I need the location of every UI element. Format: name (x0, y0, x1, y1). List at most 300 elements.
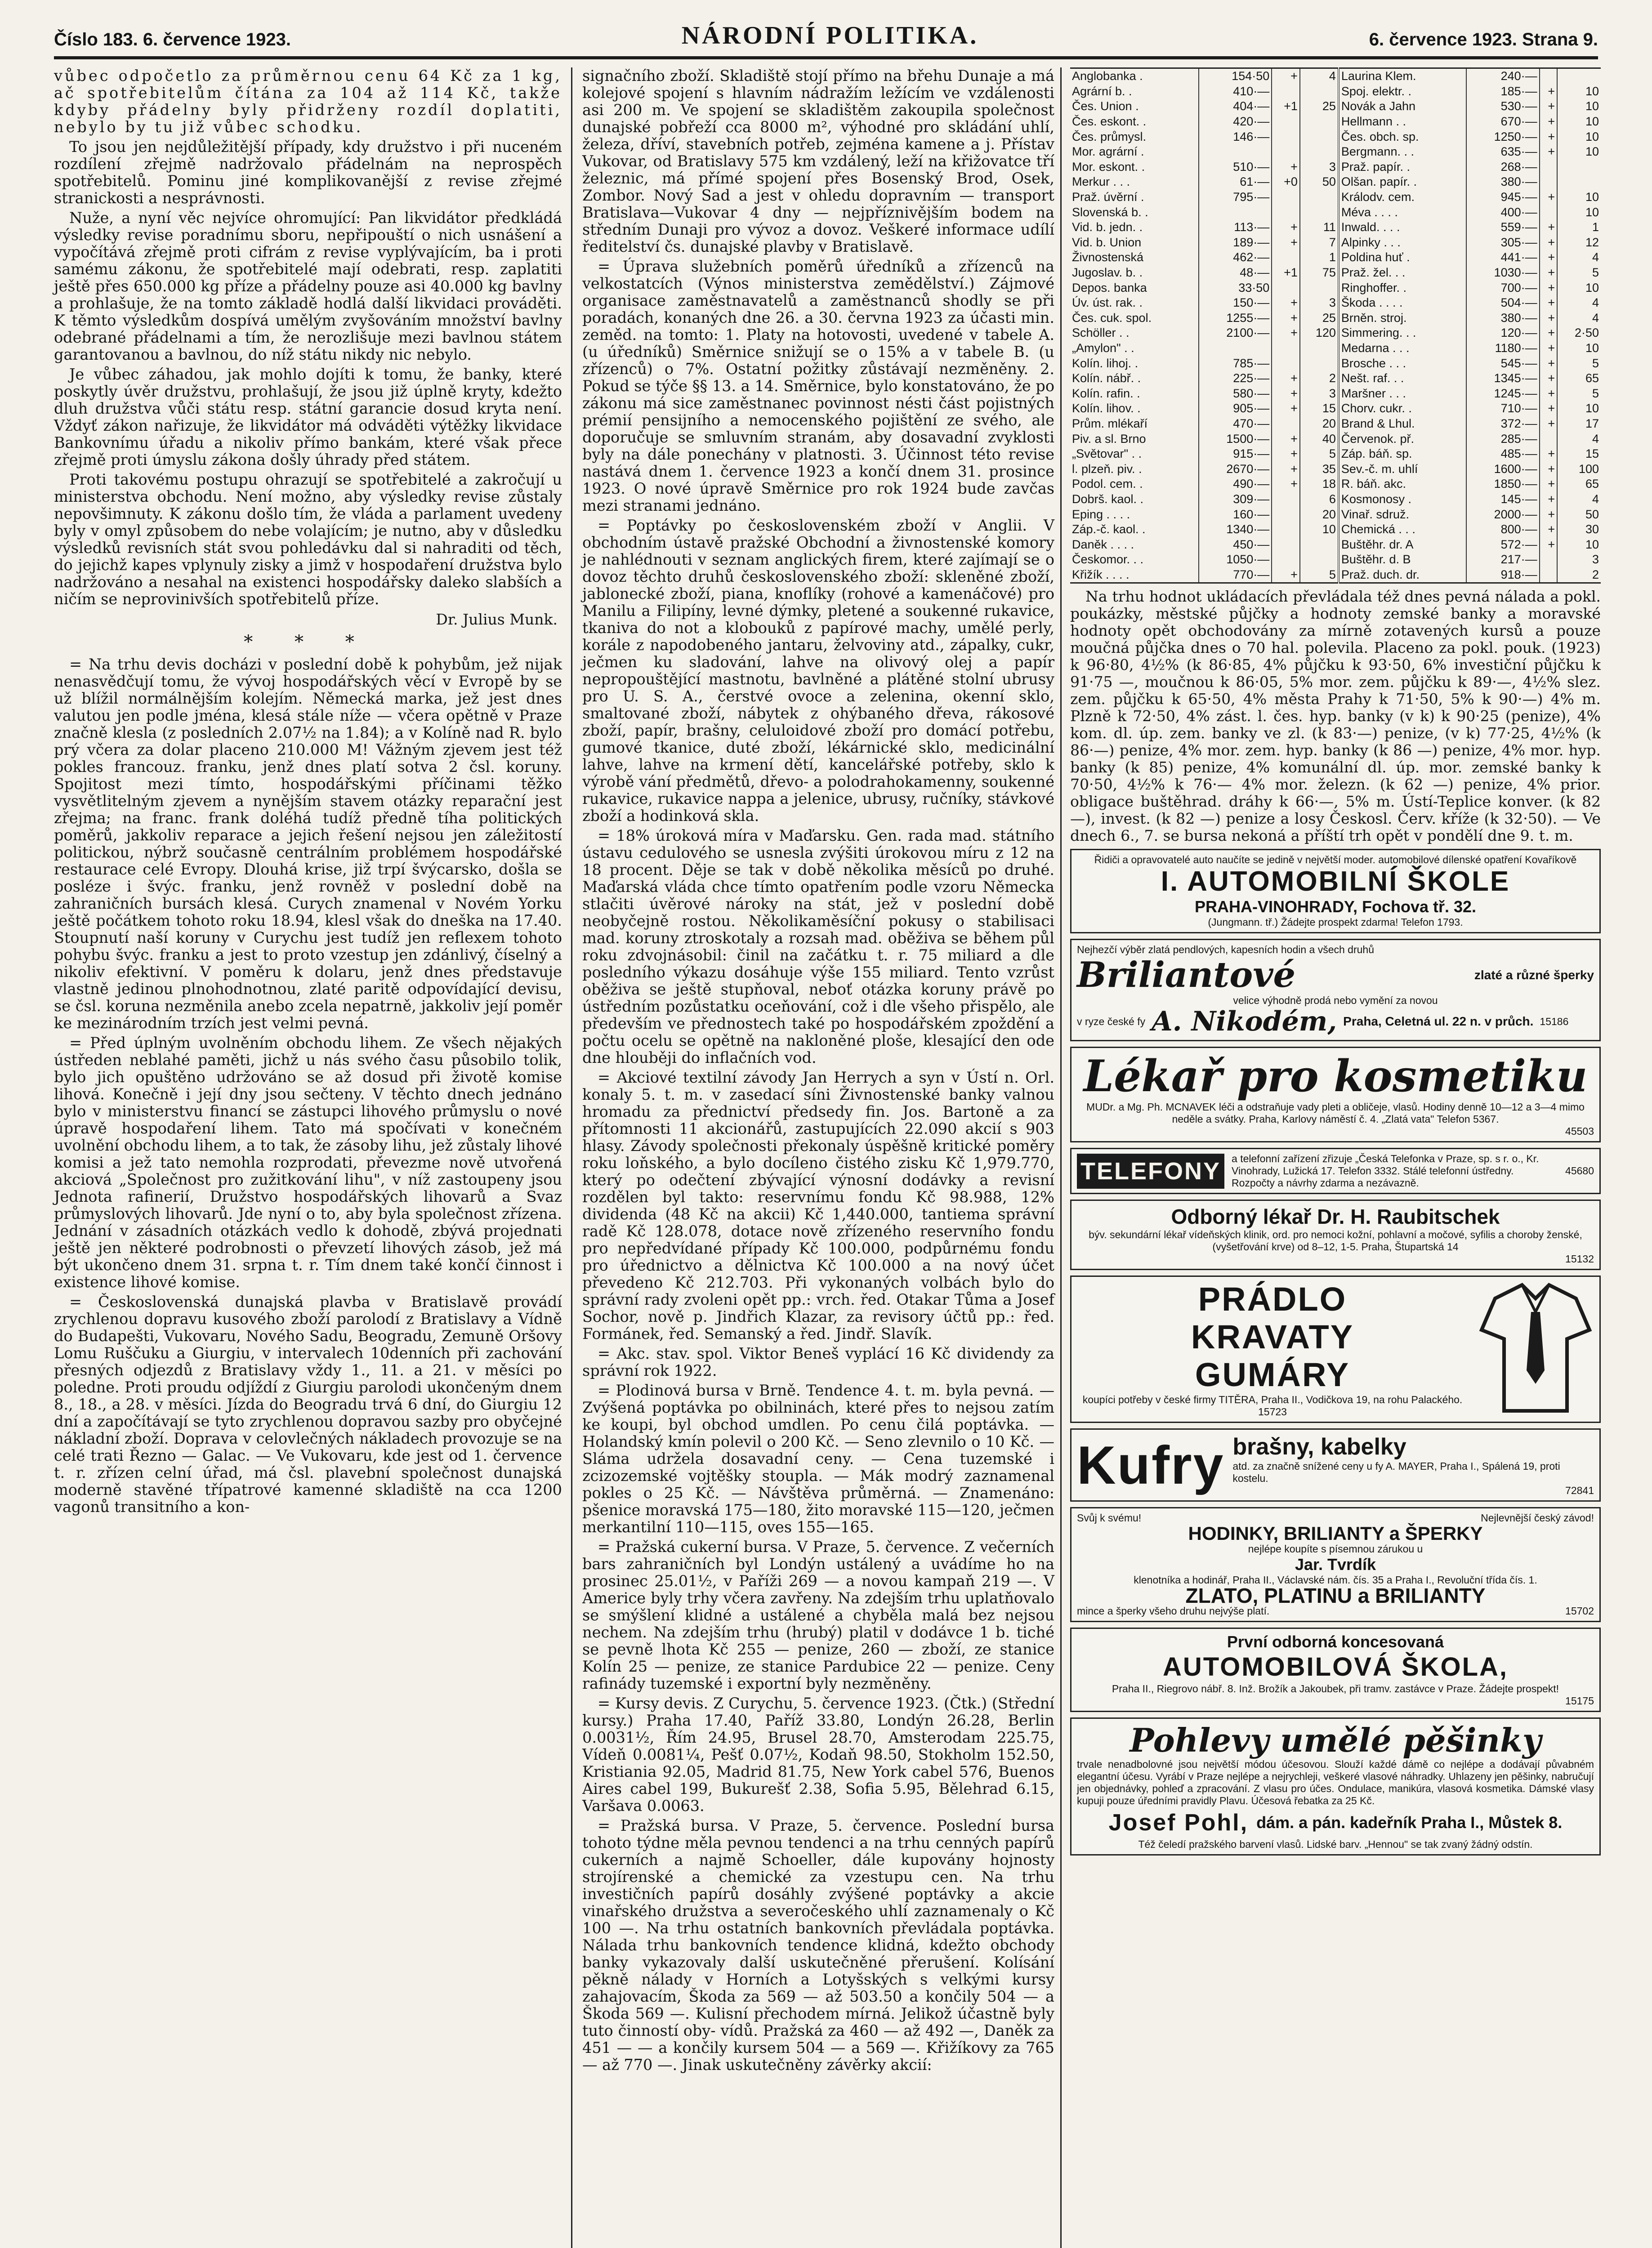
stock-value: + (1272, 160, 1300, 175)
ad-headline: GUMÁRY (1195, 1356, 1350, 1394)
stock-value (1300, 280, 1339, 295)
stock-value: 10 (1585, 129, 1599, 143)
stock-row (1070, 295, 1601, 311)
stock-value: 10 (1300, 522, 1339, 537)
stock-value: + (1272, 371, 1300, 386)
stock-value (1300, 114, 1339, 129)
stock-name: Úv. úst. rak. . (1070, 295, 1199, 311)
stock-row (1070, 144, 1601, 160)
stock-value: 50 (1300, 174, 1339, 190)
ad-headline: HODINKY, BRILIANTY a ŠPERKY (1188, 1523, 1483, 1544)
ad-headline: ZLATO, PLATINU a BRILIANTY (1185, 1584, 1486, 1608)
stock-value (1272, 341, 1300, 356)
ad-text: koupíci potřeby v české firmy TITĚRA, Praha II., Vodičkova 19, na rohu Palackého. (1082, 1394, 1463, 1406)
stock-value (1199, 205, 1272, 220)
ad-kufry (1070, 1428, 1601, 1502)
stock-value: 5 (1592, 386, 1599, 400)
stock-row (1070, 401, 1601, 416)
stock-value: 120 (1300, 326, 1339, 341)
stock-value: 65 (1585, 477, 1599, 491)
stock-value: 795·— (1199, 190, 1272, 205)
stock-value (1300, 129, 1339, 144)
stock-value (1272, 84, 1300, 99)
ad-headline: Briliantové (1077, 955, 1296, 996)
ad-text: Svůj k svému! (1077, 1512, 1142, 1524)
stock-value: 50 (1585, 507, 1599, 521)
stock-value: 450·— (1199, 537, 1272, 552)
ad-code: 15723 (1258, 1406, 1287, 1418)
stock-value: 15 (1585, 447, 1599, 461)
stock-value: 404·— (1199, 99, 1272, 114)
stock-value: + (1540, 537, 1558, 552)
stock-value: + (1272, 461, 1300, 477)
ad-headline: KRAVATY (1191, 1318, 1354, 1356)
stock-value: 30 (1585, 522, 1599, 536)
stock-value: + (1540, 265, 1558, 281)
ad-text: velice výhodně prodá nebo vymění za novou (1233, 995, 1438, 1007)
stock-value: 113·— (1199, 220, 1272, 235)
news-item-cukerni-bursa: = Pražská cukerní bursa. V Praze, 5. července. Z večerních bars zahraničních byl Londýn ustálený a uvádíme ho na prosinec 25.01½, v Paříži 269 — a novou kampaň 219 —. V Americe byly trhy včera zavřeny. Na zdejším trhu uplatňovalo se smýšlení klidné a ustálené a chyběla malá bez nejsou nechem. Na zdejším trhu (hrubý) platil v dodávce 1 b. tiché se pevně lhota Kč 255 — penize, 260 — zboží, ze stanice Kolín 25 — penize, ze stanice Pardubice 22 — penize. Ceny rafinády tuzemské i exportní byly nezměněny. (582, 1538, 1054, 1692)
ad-name: Josef Pohl, (1108, 1810, 1249, 1836)
stock-value: 185·— (1466, 84, 1540, 99)
stock-value: + (1540, 235, 1558, 250)
stock-name: Buštěhr. d. B (1339, 552, 1466, 567)
stock-name: Králodv. cem. (1339, 190, 1466, 205)
stock-value: + (1540, 461, 1558, 477)
stock-row (1070, 386, 1601, 401)
stock-value: + (1540, 386, 1558, 401)
news-item-plavba: = Československá dunajská plavba v Bratislavě provádí zrychlenou dopravu kusového zboží parolodí z Bratislavy a Vídně do Budapešti, Vukovaru, Nového Sadu, Beogradu, Zemuně Oršovy Lomu Ruščuku a Giurgiu, v intervalech 10denních při zachování přesných odjezdů z Bratislavy vždy 1., 11. a 21. v měsíci po poledne. Proti proudu odjíždí z Giurgiu parolodi ukončeným dnem 8., 18., a 28. v měsíci. Jízda do Beogradu trvá 6 dní, do Giurgiu 12 dní a započítávají se tyto zrychlenou dopravou sazby pro obyčejné nákladní zboží. Doprava v celovlečných nákladech provozuje se na celé trati Řezno — Galac. — Ve Vukovaru, kde jest od 1. července t. r. zřízen celní úřad, má čsl. plavební společnost dunajská moderně stavěné třípatrové kamenné skladiště na cca 1200 vagonů transitního a kon- (54, 1293, 562, 1516)
stock-row (1070, 265, 1601, 281)
stock-name: Jugoslav. b. . (1070, 265, 1199, 281)
stock-name: Podol. cem. . (1070, 477, 1199, 492)
stock-row (1070, 341, 1601, 356)
ad-text: Nejhezčí výběr zlatá pendlových, kapesních hodin a všech druhů (1077, 944, 1375, 956)
stock-value: 10 (1585, 341, 1599, 355)
ad-headline: I. AUTOMOBILNÍ ŠKOLE (1161, 866, 1510, 897)
stock-name: Bergmann. . . (1339, 144, 1466, 160)
stock-name: Prům. mlékaří (1070, 416, 1199, 432)
stock-value: + (1272, 431, 1300, 446)
stock-value: + (1272, 477, 1300, 492)
stock-row (1070, 220, 1601, 235)
stock-name: Červenok. př. (1339, 431, 1466, 446)
article-paragraph: Nuže, a nyní věc nejvíce ohromující: Pan likvidátor předkládá výsledky revise poradnímu sboru, nepřipouští o nich usnášení a vypočítává zřejmě proti cifrám z revise vyplývajícím, ba i proti samému zákonu, že spotřebitelé mají odebrati, resp. zaplatiti ještě přes 650.000 kg příze a přádelny pouze asi 40.000 kg bavlny a prohlašuje, že na tomto základě hodlá další likvidaci prováděti. K těmto výsledkům dospívá umělým zvyšováním množství bavlny odebrané přádelnami a tím, že nerozlišuje mezi bavlnou státem garantovanou a bavlnou, do níž státu nikdy nic nebylo. (54, 209, 562, 363)
ad-telefony (1070, 1148, 1601, 1194)
stock-value: 25 (1300, 311, 1339, 326)
stock-value (1540, 174, 1558, 190)
stock-name: Záp. báň. sp. (1339, 446, 1466, 462)
stock-value: + (1540, 492, 1558, 507)
stock-value (1540, 160, 1558, 175)
stock-value: 75 (1300, 265, 1339, 281)
stock-value: 20 (1300, 507, 1339, 522)
stock-row (1070, 250, 1601, 265)
stock-name: „Světovar" . . (1070, 446, 1199, 462)
stock-row (1070, 174, 1601, 190)
stock-name: Čes. cuk. spol. (1070, 311, 1199, 326)
stock-value (1272, 144, 1300, 160)
stock-value: 25 (1300, 99, 1339, 114)
news-item-benes: = Akc. stav. spol. Viktor Beneš vyplácí 16 Kč dividendy za správní rok 1922. (582, 1345, 1054, 1379)
stock-value: + (1540, 446, 1558, 462)
ad-address: PRAHA-VINOHRADY, Fochova tř. 32. (1194, 897, 1477, 916)
stock-value: 420·— (1199, 114, 1272, 129)
column-rule (571, 67, 572, 2248)
stock-name: Mor. agrární . (1070, 144, 1199, 160)
stock-name: Chorv. cukr. . (1339, 401, 1466, 416)
stock-value: 5 (1592, 356, 1599, 370)
stock-name: Praž. úvěrní . (1070, 190, 1199, 205)
stock-value: 10 (1585, 84, 1599, 98)
stock-value: + (1540, 250, 1558, 265)
ad-text: nejlépe koupíte s písemnou zárukou u (1248, 1543, 1423, 1555)
stock-name: Živnostenská (1070, 250, 1199, 265)
stock-name: Spoj. elektr. . (1339, 84, 1466, 99)
masthead (54, 18, 1598, 59)
stock-value: + (1540, 280, 1558, 295)
stock-name: Kolín. nábř. . (1070, 371, 1199, 386)
news-item-kursy-devis: = Kursy devis. Z Curychu, 5. července 1923. (Čtk.) (Střední kursy.) Praha 17.40, Paříž 33.80, Londýn 26.28, Berlin 0.0031½, Řím 24.95, Brusel 28.70, Amsterodam 225.75, Vídeň 0.0081¼, Pešť 0.07½, Kodaň 98.50, Stokholm 152.50, Kristiania 92.05, Madrid 81.75, New York cabel 576, Buenos Aires cabel 199, Bukurešť 2.38, Sofia 5.95, Bělehrad 6.15, Varšava 0.0063. (582, 1695, 1054, 1815)
stock-name: Nešt. raf. . . (1339, 371, 1466, 386)
news-item-madarsko: = 18% úroková míra v Maďarsku. Gen. rada mad. státního ústavu cedulového se usnesla zvýšiti úrokovou míru z 12 na 18 procent. Děje se tak v době několika měsíců po druhé. Maďarská vláda chce tímto opatřením podle vzoru Německa stlačiti úvěrové nároky na stát, jež v poslední době neobyčejně rostou. Několikaměsíční pokusy o stabilisaci mad. koruny ztroskotaly a rozsah mad. oběživa se během půl roku zdvojnásobil: činil na začátku t. r. 75 miliard a dle posledního výkazu dosáhuje výše 155 miliard. Tento vzrůst oběživa se ještě stupňoval, neboť otázka koruny právě po ústředním pozůstatku oceňování, což i dle všeho přispělo, ale především ve přednostech také po hospodářském zpoždění a počtu ocelu se opětně na nakloněné ploše, klesající den ode dne hlouběji do inflačních vod. (582, 827, 1054, 1066)
stock-value (1272, 356, 1300, 371)
stock-name: Praž. duch. dr. (1339, 567, 1466, 583)
stock-value (1540, 205, 1558, 220)
stock-value: +0 (1272, 174, 1300, 190)
stock-value: + (1272, 235, 1300, 250)
news-item-devisy: = Na trhu devis docházi v poslední době k pohybům, jež nijak nenasvědčují tomu, že vývoj hospodářských věcí v Evropě by se už blížil normálnějším kolejím. Německá marka, jež jest dnes valutou jen podle jména, klesá stále níže — včera opětně v Praze značně klesla (z posledních 2.07½ na 1.84); a v Kolíně nad R. bylo prý včera za dolar placeno 210.000 M! Vážným zjevem jest též pokles francouz. franku, jenž dnes platí sotva 2 čsl. koruny. Spojitost mezi tímto, hospodářskými příčinami těžko vysvětlitelným zjevem a nynějším stavem otázky reparační jest zřejma; na franc. frank doléhá tudíž předně tíha politických poměrů, jakkoliv reparace a jejich řešení nejsou jen záležitostí politickou, nýbrž současně centrálním problémem hospodářské restaurace celé Evropy. Dlouhá krise, již trpí švýcarsko, došla se posléze i švýc. franku, jenž rovněž v poslední době na zahraničních bursách klesá. Curych znamenal v Novém Yorku ještě počátkem tohoto roku 18.94, klesl však do dneška na 17.40. Stoupnutí naší koruny v Curychu jest tudíž jen reflexem tohoto pohybu švýc. franku a jest to proto vzestup jen zdánlivý, číselný a nikoliv efektivní. V poměru k dolaru, jenž dnes představuje vlastně jedinou plnohodnotnou, zlaté paritě odpovídající devisu, se čsl. koruna nezměnila anebo zcela nepatrně, jakkoliv její poměr ke mezinárodním trzích jest velmi pevná. (54, 656, 562, 1032)
stock-value: 225·— (1199, 371, 1272, 386)
author-signature: Dr. Julius Munk. (436, 611, 558, 628)
stock-value: 48·— (1199, 265, 1272, 281)
stock-value: 3 (1592, 553, 1599, 566)
stock-row (1070, 235, 1601, 250)
stock-row (1070, 99, 1601, 114)
stock-name: Anglobanka . (1070, 68, 1199, 84)
ad-address: dám. a pán. kadeřník Praha I., Můstek 8. (1256, 1813, 1563, 1832)
stock-name: Poldina huť . (1339, 250, 1466, 265)
ad-headline: Kufry (1077, 1435, 1225, 1495)
stock-value (1272, 280, 1300, 295)
stock-name: Dobrš. kaol. . (1070, 492, 1199, 507)
stock-value: + (1540, 129, 1558, 144)
stock-name: Méva . . . . (1339, 205, 1466, 220)
stock-value: 2670·— (1199, 461, 1272, 477)
stock-value: 1050·— (1199, 552, 1272, 567)
stock-value: +1 (1272, 265, 1300, 281)
ad-automobilova-skola (1070, 1628, 1601, 1712)
stock-name: Olšan. papír. . (1339, 174, 1466, 190)
ad-name: A. Nikodém, (1152, 1006, 1337, 1038)
article-paragraph: signačního zboží. Skladiště stojí přímo na břehu Dunaje a má kolejové spojení s hlavním nádražím ležícím ve vzdálenosti asi 200 m. Ve spojení se skladištěm zakoupila společnost dunajské pobřeží cca 8000 m², výhodné pro skládání uhlí, železa, dříví, stavebních potřeb, zejména kamene a j. Přístav Vukovar, od Bratislavy 575 km vzdálený, leží na křižovatce tří železnic, má přímé spojení přes Bosenský Brod, Osek, Zombor. Nový Sad a jest v ohledu dopravním — transport Bratislava—Vukovar 4 dny — nejpříznivějším bodem na středním Dunaji pro vývoz a dovoz. Veškeré informace udílí ředitelství čs. dunajské plavby v Bratislavě. (582, 67, 1054, 255)
stock-value (1272, 250, 1300, 265)
stock-name: Škoda . . . . (1339, 295, 1466, 311)
issue-number: Číslo 183. 6. července 1923. (54, 30, 291, 49)
ad-code: 45503 (1565, 1125, 1594, 1137)
ad-subheadline: brašny, kabelky (1232, 1434, 1406, 1460)
stock-value (1540, 567, 1558, 583)
stock-value: 490·— (1199, 477, 1272, 492)
stock-value (1300, 537, 1339, 552)
stock-value: 945·— (1466, 190, 1540, 205)
stock-value: 580·— (1199, 386, 1272, 401)
ad-name: Jar. Tvrdík (1295, 1555, 1376, 1574)
stock-value: 400·— (1466, 205, 1540, 220)
stock-value: 410·— (1199, 84, 1272, 99)
ad-code: 45680 (1565, 1165, 1594, 1177)
stock-value: 1340·— (1199, 522, 1272, 537)
stock-name: Ringhoffer. . (1339, 280, 1466, 295)
stock-value: 2 (1300, 371, 1339, 386)
stock-row (1070, 68, 1601, 84)
stock-value: 5 (1592, 266, 1599, 280)
stock-value: + (1540, 416, 1558, 432)
stock-name: l. plzeň. piv. . (1070, 461, 1199, 477)
newspaper-title: NÁRODNÍ POLITIKA. (681, 22, 979, 49)
ad-text: Řidiči a opravovatelé auto naučíte se jedině v největší moder. automobilové dílenské opatření Kovaříkově (1094, 854, 1577, 866)
news-item-prazska-bursa: = Pražská bursa. V Praze, 5. července. Poslední bursa tohoto týdne měla pevnou tendenci a na trhu cenných papírů cukerních a najmě Schoeller, dále kupovány hojnosty strojírenské a chemické za vzestupu cen. Na trhu investičních papírů dosáhly zvýšené poptávky a akcie vinařského družstva a severočeského uhlí zaznamenaly o Kč 100 —. Na trhu ostatních bankovních převládala poptávka. Nálada trhu bankovních tendence klidná, kdežto obchody banky vykazovaly další uskutečněné přerušení. Kolísání pěkně nálady v Horních a Lotyšských s velkými kursy zahajovacím, Škoda za 569 — až 503.50 a končily 504 — a Škoda 569 —. Kulisní přechodem mírná. Jelikož účastně byly tuto činností oby- vídů. Pražská za 460 — až 492 —, Daněk za 451 — — a končily kursem 504 — a 569 —. Křižíkovy za 765 — až 770 —. Jinak uskutečněny závěrky akcií: (582, 1817, 1054, 2074)
column-rule (1060, 67, 1062, 2248)
stock-name: Čes. eskont. . (1070, 114, 1199, 129)
stock-name: Čes. obch. sp. (1339, 129, 1466, 144)
stock-value: 470·— (1199, 416, 1272, 432)
ad-text: a telefonní zařízení zřizuje „Česká Telefonka v Praze, sp. s r. o., Kr. Vinohrady, Lužická 17. Telefon 3332. Stálé telefonní ústředny. Rozpočty a návrhy zdarma a nezávazně. (1232, 1153, 1539, 1189)
stock-value: 770·— (1199, 567, 1272, 583)
ad-text: Též čeledí pražského barvení vlasů. Lidské barv. „Hennou" se tak zvaný žádný odstín. (1138, 1838, 1533, 1851)
stock-row (1070, 477, 1601, 492)
stock-value: 785·— (1199, 356, 1272, 371)
stock-value (1272, 537, 1300, 552)
stock-row (1070, 446, 1601, 462)
stock-value: + (1540, 295, 1558, 311)
stock-value: + (1540, 356, 1558, 371)
stock-row (1070, 552, 1601, 567)
stock-value: + (1540, 507, 1558, 522)
stock-value: + (1540, 114, 1558, 129)
stock-name: Medarna . . . (1339, 341, 1466, 356)
stock-value: 4 (1592, 492, 1599, 506)
stock-name: Čes. průmysl. (1070, 129, 1199, 144)
ad-text: atd. za značně snížené ceny u fy A. MAYER, Praha I., Spálená 19, proti kostelu. (1232, 1460, 1560, 1485)
stock-name: Daněk . . . . (1070, 537, 1199, 552)
stock-value: 7 (1300, 235, 1339, 250)
stock-value: +1 (1272, 99, 1300, 114)
stock-value: + (1540, 522, 1558, 537)
stock-name: Mor. eskont. . (1070, 160, 1199, 175)
stock-name: Kolín. lihov. . (1070, 401, 1199, 416)
stock-value: + (1540, 144, 1558, 160)
stock-value: + (1540, 371, 1558, 386)
stock-row (1070, 326, 1601, 341)
ad-headline: TELEFONY (1077, 1154, 1224, 1189)
stock-row (1070, 356, 1601, 371)
stock-value: 10 (1585, 281, 1599, 294)
stock-value: 918·— (1466, 567, 1540, 583)
ad-code: 15175 (1565, 1695, 1594, 1707)
stock-row (1070, 492, 1601, 507)
ad-address: Praha, Celetná ul. 22 n. v průch. (1343, 1014, 1534, 1029)
stock-value: + (1540, 401, 1558, 416)
stock-value: 20 (1300, 416, 1339, 432)
stock-value (1300, 552, 1339, 567)
shirt-illustration (1477, 1280, 1594, 1418)
stock-value: + (1540, 311, 1558, 326)
stock-value: 1245·— (1466, 386, 1540, 401)
stock-name: Laurina Klem. (1339, 68, 1466, 84)
stock-value: 504·— (1466, 295, 1540, 311)
stock-value: 61·— (1199, 174, 1272, 190)
ad-pradlo (1070, 1276, 1601, 1423)
stock-value (1557, 68, 1601, 84)
stock-value: + (1272, 311, 1300, 326)
ad-lekar-kosmetika (1070, 1047, 1601, 1142)
stock-value: 2100·— (1199, 326, 1272, 341)
stock-value: 2000·— (1466, 507, 1540, 522)
stock-name: Kosmonosy . (1339, 492, 1466, 507)
stock-value (1272, 205, 1300, 220)
stock-name: Inwald. . . . (1339, 220, 1466, 235)
stock-value: + (1272, 220, 1300, 235)
stock-value: 33·50 (1199, 280, 1272, 295)
stock-value (1300, 144, 1339, 160)
stock-name: Maršner . . . (1339, 386, 1466, 401)
stock-name: Vid. b. Union (1070, 235, 1199, 250)
ad-pohl (1070, 1717, 1601, 1855)
ad-raubitschek (1070, 1200, 1601, 1270)
stock-value: 189·— (1199, 235, 1272, 250)
stock-name: Brněn. stroj. (1339, 311, 1466, 326)
stock-value: 530·— (1466, 99, 1540, 114)
stock-value: 462·— (1199, 250, 1272, 265)
stock-value: 15 (1300, 401, 1339, 416)
stock-value: 1180·— (1466, 341, 1540, 356)
stock-value: 1345·— (1466, 371, 1540, 386)
ad-text: Nejlevnější český závod! (1481, 1512, 1594, 1524)
column-3 (1070, 67, 1601, 1861)
ad-briliantove (1070, 939, 1601, 1041)
ad-code: 15186 (1540, 1015, 1569, 1027)
stock-name: Brosche . . . (1339, 356, 1466, 371)
stock-value: 100 (1578, 462, 1599, 476)
stock-value: 10 (1585, 145, 1599, 159)
stock-value (1272, 114, 1300, 129)
stock-value: 150·— (1199, 295, 1272, 311)
ad-text: zlaté a různé šperky (1474, 968, 1594, 982)
section-separator: * * * (244, 632, 372, 652)
stock-value: 559·— (1466, 220, 1540, 235)
stock-name: Hellmann . . (1339, 114, 1466, 129)
stock-value (1300, 341, 1339, 356)
stock-value: 710·— (1466, 401, 1540, 416)
ad-address: Praha II., Riegrovo nábř. 8. Inž. Brožík a Jakoubek, při tramv. zastávce v Praze. Žádejte prospekt! (1112, 1683, 1559, 1695)
column-1 (54, 67, 562, 1518)
stock-value: + (1272, 446, 1300, 462)
stock-value: 1 (1300, 250, 1339, 265)
stock-value: + (1272, 567, 1300, 583)
stock-value: 915·— (1199, 446, 1272, 462)
stock-value: + (1272, 386, 1300, 401)
stock-value: 485·— (1466, 446, 1540, 462)
stock-value: 309·— (1199, 492, 1272, 507)
stock-value: + (1272, 68, 1300, 84)
stock-value: 160·— (1199, 507, 1272, 522)
stock-value: 572·— (1466, 537, 1540, 552)
stock-value: 1030·— (1466, 265, 1540, 281)
stock-row (1070, 567, 1601, 583)
stock-table (1070, 67, 1601, 584)
stock-value: 441·— (1466, 250, 1540, 265)
ad-text: mince a šperky všeho druhu nejvýše platí. (1077, 1605, 1270, 1617)
stock-name: Slovenská b. . (1070, 205, 1199, 220)
stock-value: 217·— (1466, 552, 1540, 567)
article-paragraph: Proti takovému postupu ohrazují se spotřebitelé a zakročují u ministerstva obchodu. Není možno, aby výsledky revise zůstaly nepovšimnuty. K zákonu došlo tím, že vláda a parlament uvedeny byly v omyl způsobem do nebe volajícím; je nutno, aby v důsledku výsledků revisních stát svou pohledávku dal si nahraditi od těch, do jejichž kapes vplynuly zisky a jimž v hospodaření družstva bylo nadržováno a nesahal na existenci hospodářsky daleko slabších a ničím se neprovinivších spotřebitelů příze. (54, 471, 562, 608)
stock-name: Merkur . . . (1070, 174, 1199, 190)
stock-value: 240·— (1466, 68, 1540, 84)
stock-value: 1250·— (1466, 129, 1540, 144)
stock-row (1070, 84, 1601, 99)
stock-name: Českomor. . . (1070, 552, 1199, 567)
stock-value: + (1540, 326, 1558, 341)
stock-value: 3 (1300, 160, 1339, 175)
stock-value: 10 (1585, 190, 1599, 204)
stock-value (1272, 416, 1300, 432)
stock-value (1540, 552, 1558, 567)
stock-value: 3 (1300, 386, 1339, 401)
stock-value (1300, 84, 1339, 99)
news-item-herrych: = Akciové textilní závody Jan Herrych a syn v Ústí n. Orl. konaly 5. t. m. v zasedací síni Živnostenské banky valnou hromadu za přednictví předsedy fin. Jos. Bartoně a za přítomnosti 11 akcionářů, zastupujících 22.090 akcií s 903 hlasy. Závody společnosti překonaly úspěšně kritické poměry roku loňského, a bylo docíleno čistého zisku Kč 1,979.770, který po odečtení zbývající výnosní dodávky a revisní rozdělen byl takto: reservnímu fondu Kč 98.988, 12% dividenda (48 Kč na akcii) Kč 1,440.000, tantiema správní radě Kč 128.078, dotace nově zřízeného reservního fondu pro nepředvídané případy Kč 100.000, podpůrnému fondu pro úřednictvo a dělnictva Kč 100.000 a na nový účet převedeno Kč 212.703. Při vykonaných volbách bylo do správní rady zvoleni opět pp.: vrch. řed. Otakar Tůma a Josef Sochor, nově p. Jindřich Klazar, za revisory účtů pp.: řed. Formánek, řed. Semanský a řed. Jindř. Slavík. (582, 1069, 1054, 1343)
stock-value: 285·— (1466, 431, 1540, 446)
stock-name: Piv. a sl. Brno (1070, 431, 1199, 446)
stock-value: 10 (1585, 401, 1599, 415)
stock-name: Kolín. lihoj. . (1070, 356, 1199, 371)
article-paragraph: Je vůbec záhadou, jak mohlo dojíti k tomu, že banky, které poskytly úvěr družstvu, prohlašují, že jsou již úplně kryty, kdežto dluh družstva vůči státu resp. státní garancie dosud kryta není. Vždyť zákon nařizuje, že likvidátor má odváděti výtěžky likvidace Bankovnímu úřadu a nikoliv přímo bankám, které však přece zřejmě proti úmyslu zákona došly úhrady před státem. (54, 366, 562, 468)
stock-name: Čes. Union . (1070, 99, 1199, 114)
stock-value: + (1272, 401, 1300, 416)
ad-headline: PRÁDLO (1198, 1280, 1347, 1318)
stock-value (1557, 160, 1601, 175)
ad-headline: Pohlevy umělé pěšinky (1130, 1721, 1541, 1760)
stock-value: 4 (1592, 311, 1599, 325)
stock-value: 18 (1300, 477, 1339, 492)
ad-tvrdik (1070, 1507, 1601, 1622)
stock-value: 5 (1300, 567, 1339, 583)
stock-name: Novák a Jahn (1339, 99, 1466, 114)
ad-text: býv. sekundární lékař vídeňských klinik, ord. pro nemoci kožní, pohlavní a močové, syfilis a choroby ženské, (vyšetřování krve) od 8–12, 1-5. Praha, Štupartská 14 (1089, 1229, 1582, 1253)
stock-value: 17 (1585, 416, 1599, 430)
stock-value: 700·— (1466, 280, 1540, 295)
stock-value: + (1272, 295, 1300, 311)
stock-name: Agrární b. . (1070, 84, 1199, 99)
ad-address: klenotníka a hodinář, Praha II., Václavské nám. čís. 35 a Praha I., Revoluční třída čís. 1. (1134, 1574, 1537, 1586)
stock-value: 146·— (1199, 129, 1272, 144)
ad-text: trvale nenadbolovné jsou největší módou účesovou. Slouží každé dámě co nejlépe a dodávají půvabném elegantní účesu. Vyrábí v Praze nejlépe a nejrychleji, veškeré vlasové náhradky. Uhlazeny jen pěšinky, nabručují jen objednávky, pohleď a zpracování. Z vlasu pro účes. Ondulace, manikúra, vlasová kosmetika. Dámské vlasy kupuji pouze úředními pravidly Plavu. Účesová řebatka za 25 Kč. (1077, 1758, 1594, 1807)
stock-value: 12 (1585, 235, 1599, 249)
stock-name: Kolín. rafin. . (1070, 386, 1199, 401)
stock-name: Eping . . . . (1070, 507, 1199, 522)
article-paragraph: Na trhu hodnot ukládacích převládala též dnes pevná nálada a pokl. poukázky, městské půjčky a hodnoty zemské banky a moravské hodnoty opět obchodovány za mírně zotavených kursů a pouze moučná půjčka dnes o 70 hal. polevila. Placeno za pokl. pouk. (1923) k 96·80, 4½% (k 86·85, 4% půjčku k 93·50, 6% investiční půjčku k 91·75 —, moučnou k 86·05, 5% mor. zem. půjčku k 89·—, 4½% slez. zem. půjčku k 65·50, 4% města Prahy k 71·50, 5% k 90·—) 4% m. Plzně k 72·50, 4% zást. l. čes. hyp. banky (v k) k 90·25 (penize), 4% kom. dl. úp. zem. banky ve zl. (k 83·—) penize, (v k) 77·25, 4½% (k 86·—) penize, 4% mor. zem. hyp. banky (k 86 —) penize, 4% mor. hyp. banky (k 85) penize, 4% komunální dl. úp. mor. zemské banky k 70·50, 4½% k 76·— 4% mor. železn. (k 62 —) penize, 4% prior. obligace buštěhrad. dráhy k 66·—, 5% m. Ústí-Teplice konver. (k 82 —), invest. (k 82 —) penize a losy Českosl. Červ. kříže (k 32·50). — Ve dnech 6., 7. se bursa nekoná a příští trh opět v pondělí dne 9. t. m. (1070, 588, 1601, 845)
stock-name: R. báň. akc. (1339, 477, 1466, 492)
stock-row (1070, 522, 1601, 537)
stock-value: 11 (1300, 220, 1339, 235)
stock-value: + (1272, 326, 1300, 341)
stock-value: + (1540, 84, 1558, 99)
stock-name: Praž. žel. . . (1339, 265, 1466, 281)
news-item-plodinova-bursa: = Plodinová bursa v Brně. Tendence 4. t. m. byla pevná. — Zvýšená poptávka po obilninách, které přes to nejsou zatím ke koupi, byl obchod umdlen. Po cenu čilá poptávka. — Holandský kmín polevil o 200 Kč. — Seno zlevnilo o 10 Kč. — Sláma udržela dosavadní ceny. — Cena tuzemské i zcizozemské vojtěšky stoupla. — Mák modrý zaznamenal pokles o 25 Kč. — Návštěva průměrná. — Znamenáno: pšenice moravská 175—180, žito moravské 115—120, ječmen merkantilní 110—115, oves 155—165. (582, 1382, 1054, 1536)
ad-text: (Jungmann. tř.) Žádejte prospekt zdarma! Telefon 1793. (1208, 916, 1463, 928)
ad-headline: AUTOMOBILOVÁ ŠKOLA, (1162, 1652, 1509, 1682)
stock-value: + (1540, 99, 1558, 114)
